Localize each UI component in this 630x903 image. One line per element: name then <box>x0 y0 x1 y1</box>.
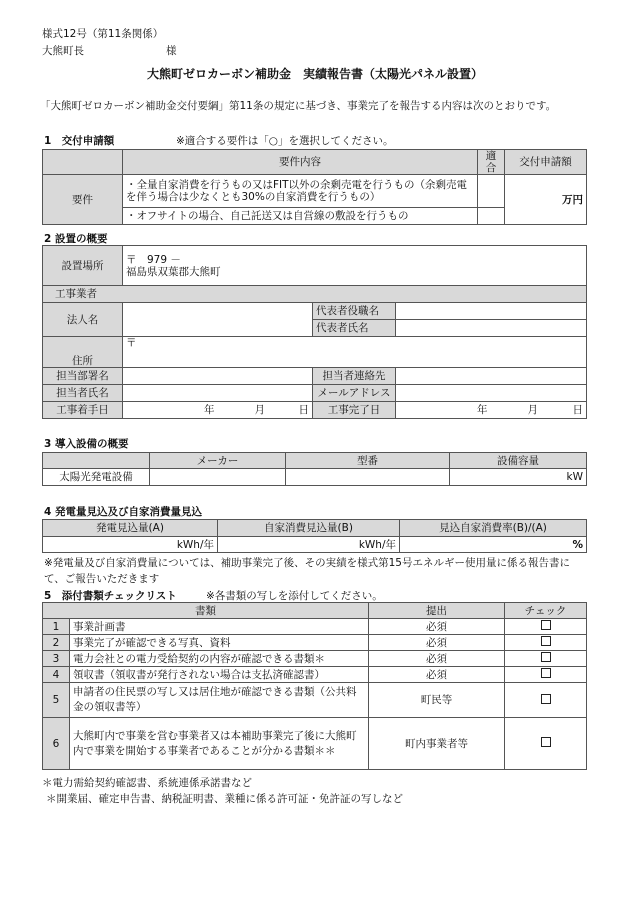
address-field[interactable]: 〒 <box>123 337 587 368</box>
capacity-field[interactable]: kW <box>450 469 587 486</box>
section4-note: ※発電量及び自家消費量については、補助事業完了後、その実績を様式第15号エネルギー使用量に係る報告書にて、ご報告いただきます <box>44 557 570 585</box>
section3-label: 3 導入設備の概要 <box>44 438 129 450</box>
generation-field[interactable]: kWh/年 <box>43 537 218 553</box>
row-number: 5 <box>43 683 70 718</box>
col-submit: 提出 <box>369 603 505 619</box>
day: 日 <box>572 404 584 416</box>
section1-note: ※適合する要件は「○」を選択してください。 <box>176 135 394 147</box>
address-label: 住所 <box>43 337 123 368</box>
col-check: チェック <box>505 603 587 619</box>
section2-table <box>42 245 587 419</box>
col-model: 型番 <box>286 453 450 469</box>
intro-text: 「大熊町ゼロカーボン補助金交付要綱」第11条の規定に基づき、事業完了を報告する内容は次のとおりです。 <box>40 100 557 112</box>
form-number: 様式12号（第11条関係） <box>42 28 164 40</box>
year: 年 <box>477 404 488 416</box>
email-field[interactable] <box>396 385 587 402</box>
section3-table <box>42 452 587 486</box>
section1-table <box>42 149 587 225</box>
requirement-label: 要件 <box>43 175 123 225</box>
submit-requirement: 町民等 <box>369 683 505 718</box>
row-number: 2 <box>43 635 70 651</box>
row-number: 1 <box>43 619 70 635</box>
self-consumption-field[interactable]: kWh/年 <box>218 537 400 553</box>
amount-field[interactable]: 万円 <box>505 175 587 225</box>
rep-title-field[interactable] <box>396 303 587 320</box>
honorific: 様 <box>166 45 177 57</box>
section5-note: ※各書類の写しを添付してください。 <box>206 590 383 602</box>
end-label: 工事完了日 <box>313 402 396 419</box>
site-field[interactable] <box>123 246 587 286</box>
rep-name-field[interactable] <box>396 320 587 337</box>
section4-table <box>42 519 587 553</box>
checkbox[interactable] <box>541 620 551 630</box>
corp-name-label: 法人名 <box>43 303 123 337</box>
equipment-label: 太陽光発電設備 <box>43 469 150 486</box>
document-name: 事業完了が確認できる写真、資料 <box>70 635 369 651</box>
checkbox[interactable] <box>541 652 551 662</box>
checklist-table <box>42 602 587 770</box>
person-label: 担当者氏名 <box>43 385 123 402</box>
document-name: 申請者の住民票の写し又は居住地が確認できる書類（公共料金の領収書等） <box>70 683 369 718</box>
section5-label: 5 添付書類チェックリスト <box>44 590 177 602</box>
person-field[interactable] <box>123 385 313 402</box>
fit-select-2[interactable] <box>478 208 505 225</box>
checkbox[interactable] <box>541 737 551 747</box>
submit-requirement: 町内事業者等 <box>369 718 505 770</box>
checklist-row <box>43 635 587 651</box>
col-rate: 見込自家消費率(B)/(A) <box>400 520 587 537</box>
site-postal: 〒 979 － <box>126 253 181 266</box>
checklist-row <box>43 683 587 718</box>
checklist-row <box>43 667 587 683</box>
corp-name-field[interactable] <box>123 303 313 337</box>
rate-field[interactable]: % <box>400 537 587 553</box>
checklist-row <box>43 619 587 635</box>
dept-field[interactable] <box>123 368 313 385</box>
end-date-field[interactable] <box>396 402 587 419</box>
month: 月 <box>254 404 265 416</box>
model-field[interactable] <box>286 469 450 486</box>
rep-name-label: 代表者氏名 <box>313 320 396 337</box>
checkbox[interactable] <box>541 668 551 678</box>
submit-requirement: 必須 <box>369 619 505 635</box>
col-self-consumption: 自家消費見込量(B) <box>218 520 400 537</box>
submit-requirement: 必須 <box>369 651 505 667</box>
requirement-1: ・全量自家消費を行うもの又はFIT以外の余剰売電を行うもの（余剰売電を伴う場合は少なくとも30%の自家消費を行うもの） <box>123 175 478 208</box>
col-document: 書類 <box>43 603 369 619</box>
email-label: メールアドレス <box>313 385 396 402</box>
col-amount: 交付申請額 <box>505 150 587 175</box>
submit-requirement: 必須 <box>369 635 505 651</box>
start-date-field[interactable] <box>123 402 313 419</box>
dept-label: 担当部署名 <box>43 368 123 385</box>
col-maker: メーカー <box>150 453 286 469</box>
checklist-row <box>43 718 587 770</box>
contractor-label: 工事業者 <box>43 286 587 303</box>
checklist-row <box>43 651 587 667</box>
row-number: 4 <box>43 667 70 683</box>
section2-label: 2 設置の概要 <box>44 233 108 245</box>
col-content: 要件内容 <box>123 150 478 175</box>
footnote-2: ＊開業届、確定申告書、納税証明書、業種に係る許可証・免許証の写しなど <box>46 793 403 805</box>
col-generation: 発電見込量(A) <box>43 520 218 537</box>
requirement-2: ・オフサイトの場合、自己託送又は自営線の敷設を行うもの <box>123 208 478 225</box>
addressee: 大熊町長 <box>42 45 84 57</box>
footnote-1: ＊電力需給契約確認書、系統連係承諾書など <box>42 777 252 789</box>
section1-label: 1 交付申請額 <box>44 135 115 147</box>
document-name: 事業計画書 <box>70 619 369 635</box>
contact-field[interactable] <box>396 368 587 385</box>
document-name: 領収書（領収書が発行されない場合は支払済確認書） <box>70 667 369 683</box>
row-number: 3 <box>43 651 70 667</box>
document-name: 大熊町内で事業を営む事業者又は本補助事業完了後に大熊町内で事業を開始する事業者であることが分かる書類＊＊ <box>70 718 369 770</box>
col-fit: 適合 <box>478 150 505 175</box>
site-address: 福島県双葉郡大熊町 <box>126 265 221 278</box>
contact-label: 担当者連絡先 <box>313 368 396 385</box>
section4-label: 4 発電量見込及び自家消費量見込 <box>44 506 202 518</box>
rep-title-label: 代表者役職名 <box>313 303 396 320</box>
checkbox[interactable] <box>541 694 551 704</box>
start-label: 工事着手日 <box>43 402 123 419</box>
page-title: 大熊町ゼロカーボン補助金 実績報告書（太陽光パネル設置） <box>146 67 483 81</box>
year: 年 <box>204 404 215 416</box>
row-number: 6 <box>43 718 70 770</box>
submit-requirement: 必須 <box>369 667 505 683</box>
day: 日 <box>298 404 309 416</box>
month: 月 <box>527 404 538 416</box>
document-name: 電力会社との電力受給契約の内容が確認できる書類＊ <box>70 651 369 667</box>
fit-select-1[interactable] <box>478 175 505 208</box>
col-capacity: 設備容量 <box>450 453 587 469</box>
maker-field[interactable] <box>150 469 286 486</box>
site-label: 設置場所 <box>43 246 123 286</box>
checkbox[interactable] <box>541 636 551 646</box>
